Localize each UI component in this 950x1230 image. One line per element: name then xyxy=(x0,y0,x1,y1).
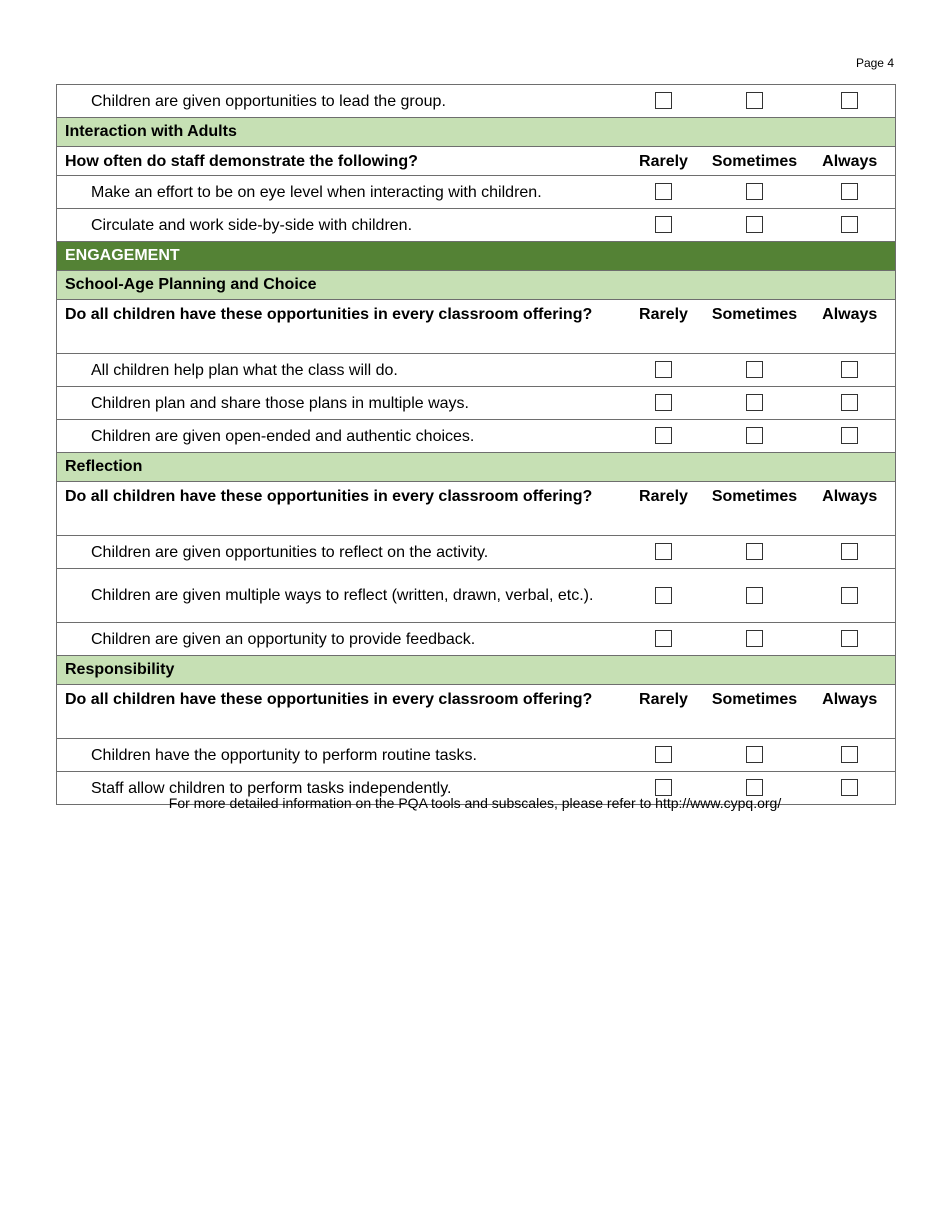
always-checkbox[interactable] xyxy=(841,746,858,763)
column-header-rarely: Rarely xyxy=(623,147,705,176)
subsection-header-interaction-with-adults xyxy=(57,118,896,147)
sometimes-checkbox[interactable] xyxy=(746,587,763,604)
always-checkbox[interactable] xyxy=(841,394,858,411)
column-header-rarely: Rarely xyxy=(623,300,705,354)
rarely-checkbox[interactable] xyxy=(655,361,672,378)
sometimes-checkbox[interactable] xyxy=(746,543,763,560)
checklist-item xyxy=(57,739,896,772)
column-header-sometimes: Sometimes xyxy=(705,147,805,176)
subsection-title: School-Age Planning and Choice xyxy=(57,271,896,300)
sometimes-checkbox[interactable] xyxy=(746,92,763,109)
section-title: ENGAGEMENT xyxy=(57,242,896,271)
item-label: All children help plan what the class will do. xyxy=(57,354,623,387)
item-label: Circulate and work side-by-side with children. xyxy=(57,209,623,242)
subsection-header-responsibility xyxy=(57,656,896,685)
column-header-rarely: Rarely xyxy=(623,685,705,739)
checklist-item xyxy=(57,176,896,209)
rarely-checkbox[interactable] xyxy=(655,394,672,411)
rarely-checkbox[interactable] xyxy=(655,92,672,109)
always-checkbox[interactable] xyxy=(841,183,858,200)
always-checkbox[interactable] xyxy=(841,361,858,378)
always-checkbox[interactable] xyxy=(841,216,858,233)
sometimes-checkbox[interactable] xyxy=(746,361,763,378)
column-header-sometimes: Sometimes xyxy=(705,300,805,354)
subsection-title: Responsibility xyxy=(57,656,896,685)
checklist-item xyxy=(57,569,896,623)
item-label: Children have the opportunity to perform routine tasks. xyxy=(57,739,623,772)
item-label: Children are given open-ended and authentic choices. xyxy=(57,420,623,453)
checklist-item xyxy=(57,420,896,453)
question-row xyxy=(57,300,896,354)
checklist-item xyxy=(57,623,896,656)
subsection-header-reflection xyxy=(57,453,896,482)
column-header-sometimes: Sometimes xyxy=(705,482,805,536)
sometimes-checkbox[interactable] xyxy=(746,394,763,411)
question-label: How often do staff demonstrate the following? xyxy=(57,147,623,176)
column-header-always: Always xyxy=(805,300,896,354)
column-header-always: Always xyxy=(805,482,896,536)
checklist-item xyxy=(57,354,896,387)
question-row xyxy=(57,147,896,176)
item-label: Children are given an opportunity to provide feedback. xyxy=(57,623,623,656)
column-header-always: Always xyxy=(805,147,896,176)
always-checkbox[interactable] xyxy=(841,92,858,109)
question-row xyxy=(57,685,896,739)
item-label: Children plan and share those plans in multiple ways. xyxy=(57,387,623,420)
observation-checklist-table xyxy=(56,84,896,805)
page-number: Page 4 xyxy=(855,56,894,70)
sometimes-checkbox[interactable] xyxy=(746,183,763,200)
sometimes-checkbox[interactable] xyxy=(746,630,763,647)
question-label: Do all children have these opportunities in every classroom offering? xyxy=(57,482,623,536)
rarely-checkbox[interactable] xyxy=(655,587,672,604)
rarely-checkbox[interactable] xyxy=(655,746,672,763)
checklist-item xyxy=(57,536,896,569)
column-header-sometimes: Sometimes xyxy=(705,685,805,739)
rarely-checkbox[interactable] xyxy=(655,543,672,560)
always-checkbox[interactable] xyxy=(841,587,858,604)
rarely-checkbox[interactable] xyxy=(655,183,672,200)
section-header-engagement xyxy=(57,242,896,271)
column-header-always: Always xyxy=(805,685,896,739)
item-label: Make an effort to be on eye level when interacting with children. xyxy=(57,176,623,209)
always-checkbox[interactable] xyxy=(841,543,858,560)
rarely-checkbox[interactable] xyxy=(655,779,672,796)
subsection-title: Reflection xyxy=(57,453,896,482)
always-checkbox[interactable] xyxy=(841,427,858,444)
sometimes-checkbox[interactable] xyxy=(746,746,763,763)
item-label: Children are given opportunities to lead the group. xyxy=(57,85,623,118)
sometimes-checkbox[interactable] xyxy=(746,779,763,796)
subsection-header-planning-and-choice xyxy=(57,271,896,300)
rarely-checkbox[interactable] xyxy=(655,216,672,233)
footer-reference-note: For more detailed information on the PQA tools and subscales, please refer to http://www.cypq.org/ xyxy=(168,795,782,811)
checklist-item xyxy=(57,387,896,420)
checklist-item xyxy=(57,209,896,242)
always-checkbox[interactable] xyxy=(841,779,858,796)
item-label: Children are given opportunities to reflect on the activity. xyxy=(57,536,623,569)
always-checkbox[interactable] xyxy=(841,630,858,647)
rarely-checkbox[interactable] xyxy=(655,630,672,647)
question-label: Do all children have these opportunities in every classroom offering? xyxy=(57,300,623,354)
question-label: Do all children have these opportunities in every classroom offering? xyxy=(57,685,623,739)
rarely-checkbox[interactable] xyxy=(655,427,672,444)
item-label: Children are given multiple ways to reflect (written, drawn, verbal, etc.). xyxy=(57,569,623,623)
sometimes-checkbox[interactable] xyxy=(746,427,763,444)
sometimes-checkbox[interactable] xyxy=(746,216,763,233)
question-row xyxy=(57,482,896,536)
column-header-rarely: Rarely xyxy=(623,482,705,536)
item-label: Staff allow children to perform tasks independently. xyxy=(57,772,623,805)
subsection-title: Interaction with Adults xyxy=(57,118,896,147)
checklist-item xyxy=(57,85,896,118)
